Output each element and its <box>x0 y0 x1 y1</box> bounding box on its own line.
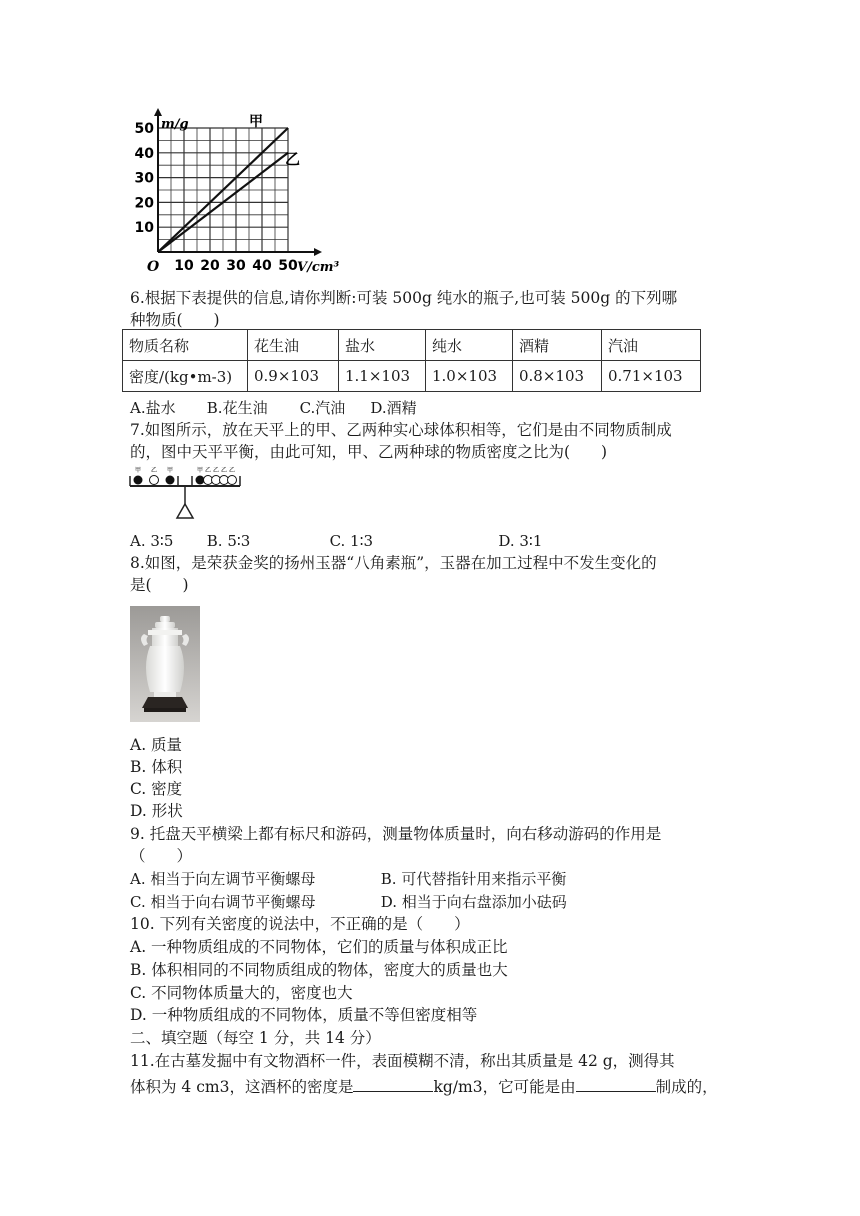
table-cell: 汽油 <box>602 330 701 361</box>
q8-option-b: B. 体积 <box>130 758 183 776</box>
q9-option-c: C. 相当于向右调节平衡螺母 <box>130 893 316 911</box>
table-row <box>123 361 701 392</box>
ball-yi <box>228 476 237 485</box>
q7-line1: 7.如图所示，放在天平上的甲、乙两种实心球体积相等，它们是由不同物质制成 <box>130 421 672 439</box>
q10-line1: 10. 下列有关密度的说法中，不正确的是（ ） <box>130 915 470 933</box>
q9-line2: （ ） <box>130 847 193 865</box>
series-label-jia: 甲 <box>249 114 263 130</box>
mass-volume-graph <box>125 106 340 276</box>
q6-line2: 种物质( ) <box>130 311 220 329</box>
table-cell: 1.0×103 <box>426 361 513 392</box>
ball-label: 甲 <box>135 467 142 474</box>
q8-option-c: C. 密度 <box>130 780 183 798</box>
q6-option-c: C.汽油 <box>299 399 346 417</box>
y-tick-labels <box>135 121 155 236</box>
q8-line2: 是( ) <box>130 576 189 594</box>
q8-option-d: D. 形状 <box>130 802 183 820</box>
ball-label: 乙 <box>151 467 158 474</box>
table-cell: 0.8×103 <box>513 361 602 392</box>
table-cell: 0.71×103 <box>602 361 701 392</box>
q9-option-b: B. 可代替指针用来指示平衡 <box>380 870 567 888</box>
q11-line2 <box>130 1075 718 1098</box>
ball-yi <box>150 476 159 485</box>
q11-line1: 11.在古墓发掘中有文物酒杯一件，表面模糊不清，称出其质量是 42 g，测得其 <box>130 1052 675 1070</box>
q6-option-a: A.盐水 <box>130 399 176 417</box>
q11-text-c: 制成的， <box>655 1078 718 1096</box>
q9-line1: 9. 托盘天平横梁上都有标尺和游码，测量物体质量时，向右移动游码的作用是 <box>130 825 662 843</box>
x-axis-label: V/cm³ <box>297 260 340 275</box>
table-cell: 物质名称 <box>123 330 248 361</box>
x-tick-label: 20 <box>200 258 220 274</box>
q10-option-b: B. 体积相同的不同物质组成的物体，密度大的质量也大 <box>130 961 508 979</box>
q6-option-d: D.酒精 <box>370 399 417 417</box>
q9-option-a: A. 相当于向左调节平衡螺母 <box>130 870 316 888</box>
table-cell: 花生油 <box>248 330 339 361</box>
q10-option-d: D. 一种物质组成的不同物体，质量不等但密度相等 <box>130 1006 478 1024</box>
origin-label: O <box>147 259 160 275</box>
q8-line1: 8.如图，是荣获金奖的扬州玉器“八角素瓶”，玉器在加工过程中不发生变化的 <box>130 554 657 572</box>
y-tick-label: 20 <box>134 195 154 212</box>
x-tick-label: 10 <box>174 258 194 274</box>
ball-label: 乙 <box>229 467 236 474</box>
q7-option-a: A. 3∶5 <box>130 532 174 550</box>
y-axis-arrow <box>154 108 162 116</box>
q10-option-a: A. 一种物质组成的不同物体，它们的质量与体积成正比 <box>130 938 508 956</box>
q11-text-b: kg/m3，它可能是由 <box>433 1078 576 1096</box>
x-axis-arrow <box>314 248 322 256</box>
q7-option-d: D. 3∶1 <box>498 532 543 550</box>
fulcrum-triangle <box>177 504 193 518</box>
ball-label: 甲 <box>197 467 204 474</box>
table-cell: 密度/(kg•m-3) <box>123 361 248 392</box>
q9-options-row2 <box>130 891 567 913</box>
q7-options <box>130 530 542 552</box>
x-tick-label: 40 <box>252 258 272 274</box>
balance-scale-figure <box>128 466 244 524</box>
x-tick-labels <box>174 258 298 274</box>
y-tick-label: 10 <box>134 220 154 237</box>
q11-blank-1[interactable] <box>353 1075 433 1092</box>
y-tick-label: 30 <box>134 170 154 187</box>
series-label-yi: 乙 <box>285 150 301 168</box>
ball-label: 乙 <box>221 467 228 474</box>
ball-label: 乙 <box>213 467 220 474</box>
q7-option-b: B. 5∶3 <box>206 532 251 550</box>
table-cell: 1.1×103 <box>339 361 426 392</box>
q11-text-a: 体积为 4 cm3，这酒杯的密度是 <box>130 1078 354 1096</box>
table-cell: 盐水 <box>339 330 426 361</box>
jade-vase-photo <box>130 606 200 722</box>
q7-line2: 的，图中天平平衡，由此可知，甲、乙两种球的物质密度之比为( ) <box>130 443 608 461</box>
q7-option-c: C. 1∶3 <box>329 532 374 550</box>
y-tick-label: 40 <box>134 145 154 162</box>
ball-label: 甲 <box>167 467 174 474</box>
q9-options-row1 <box>130 868 566 890</box>
y-tick-label: 50 <box>134 121 154 137</box>
table-cell: 纯水 <box>426 330 513 361</box>
q11-blank-2[interactable] <box>576 1075 656 1092</box>
table-header-row <box>123 330 701 361</box>
q6-options <box>130 397 417 419</box>
x-tick-label: 50 <box>278 258 298 274</box>
q10-option-c: C. 不同物体质量大的，密度也大 <box>130 984 353 1002</box>
ball-jia <box>134 476 143 485</box>
table-cell: 0.9×103 <box>248 361 339 392</box>
x-tick-label: 30 <box>226 258 246 274</box>
q6-line1: 6.根据下表提供的信息,请你判断:可装 500g 纯水的瓶子,也可装 500g 的下列哪 <box>130 289 678 307</box>
density-table <box>122 329 701 392</box>
ball-label: 乙 <box>205 467 212 474</box>
y-axis-label: m/g <box>161 117 189 132</box>
section-title: 二、填空题（每空 1 分，共 14 分） <box>130 1029 381 1047</box>
q6-option-b: B.花生油 <box>206 399 268 417</box>
table-cell: 酒精 <box>513 330 602 361</box>
q8-option-a: A. 质量 <box>130 736 183 754</box>
q9-option-d: D. 相当于向右盘添加小砝码 <box>380 893 567 911</box>
ball-jia <box>166 476 175 485</box>
